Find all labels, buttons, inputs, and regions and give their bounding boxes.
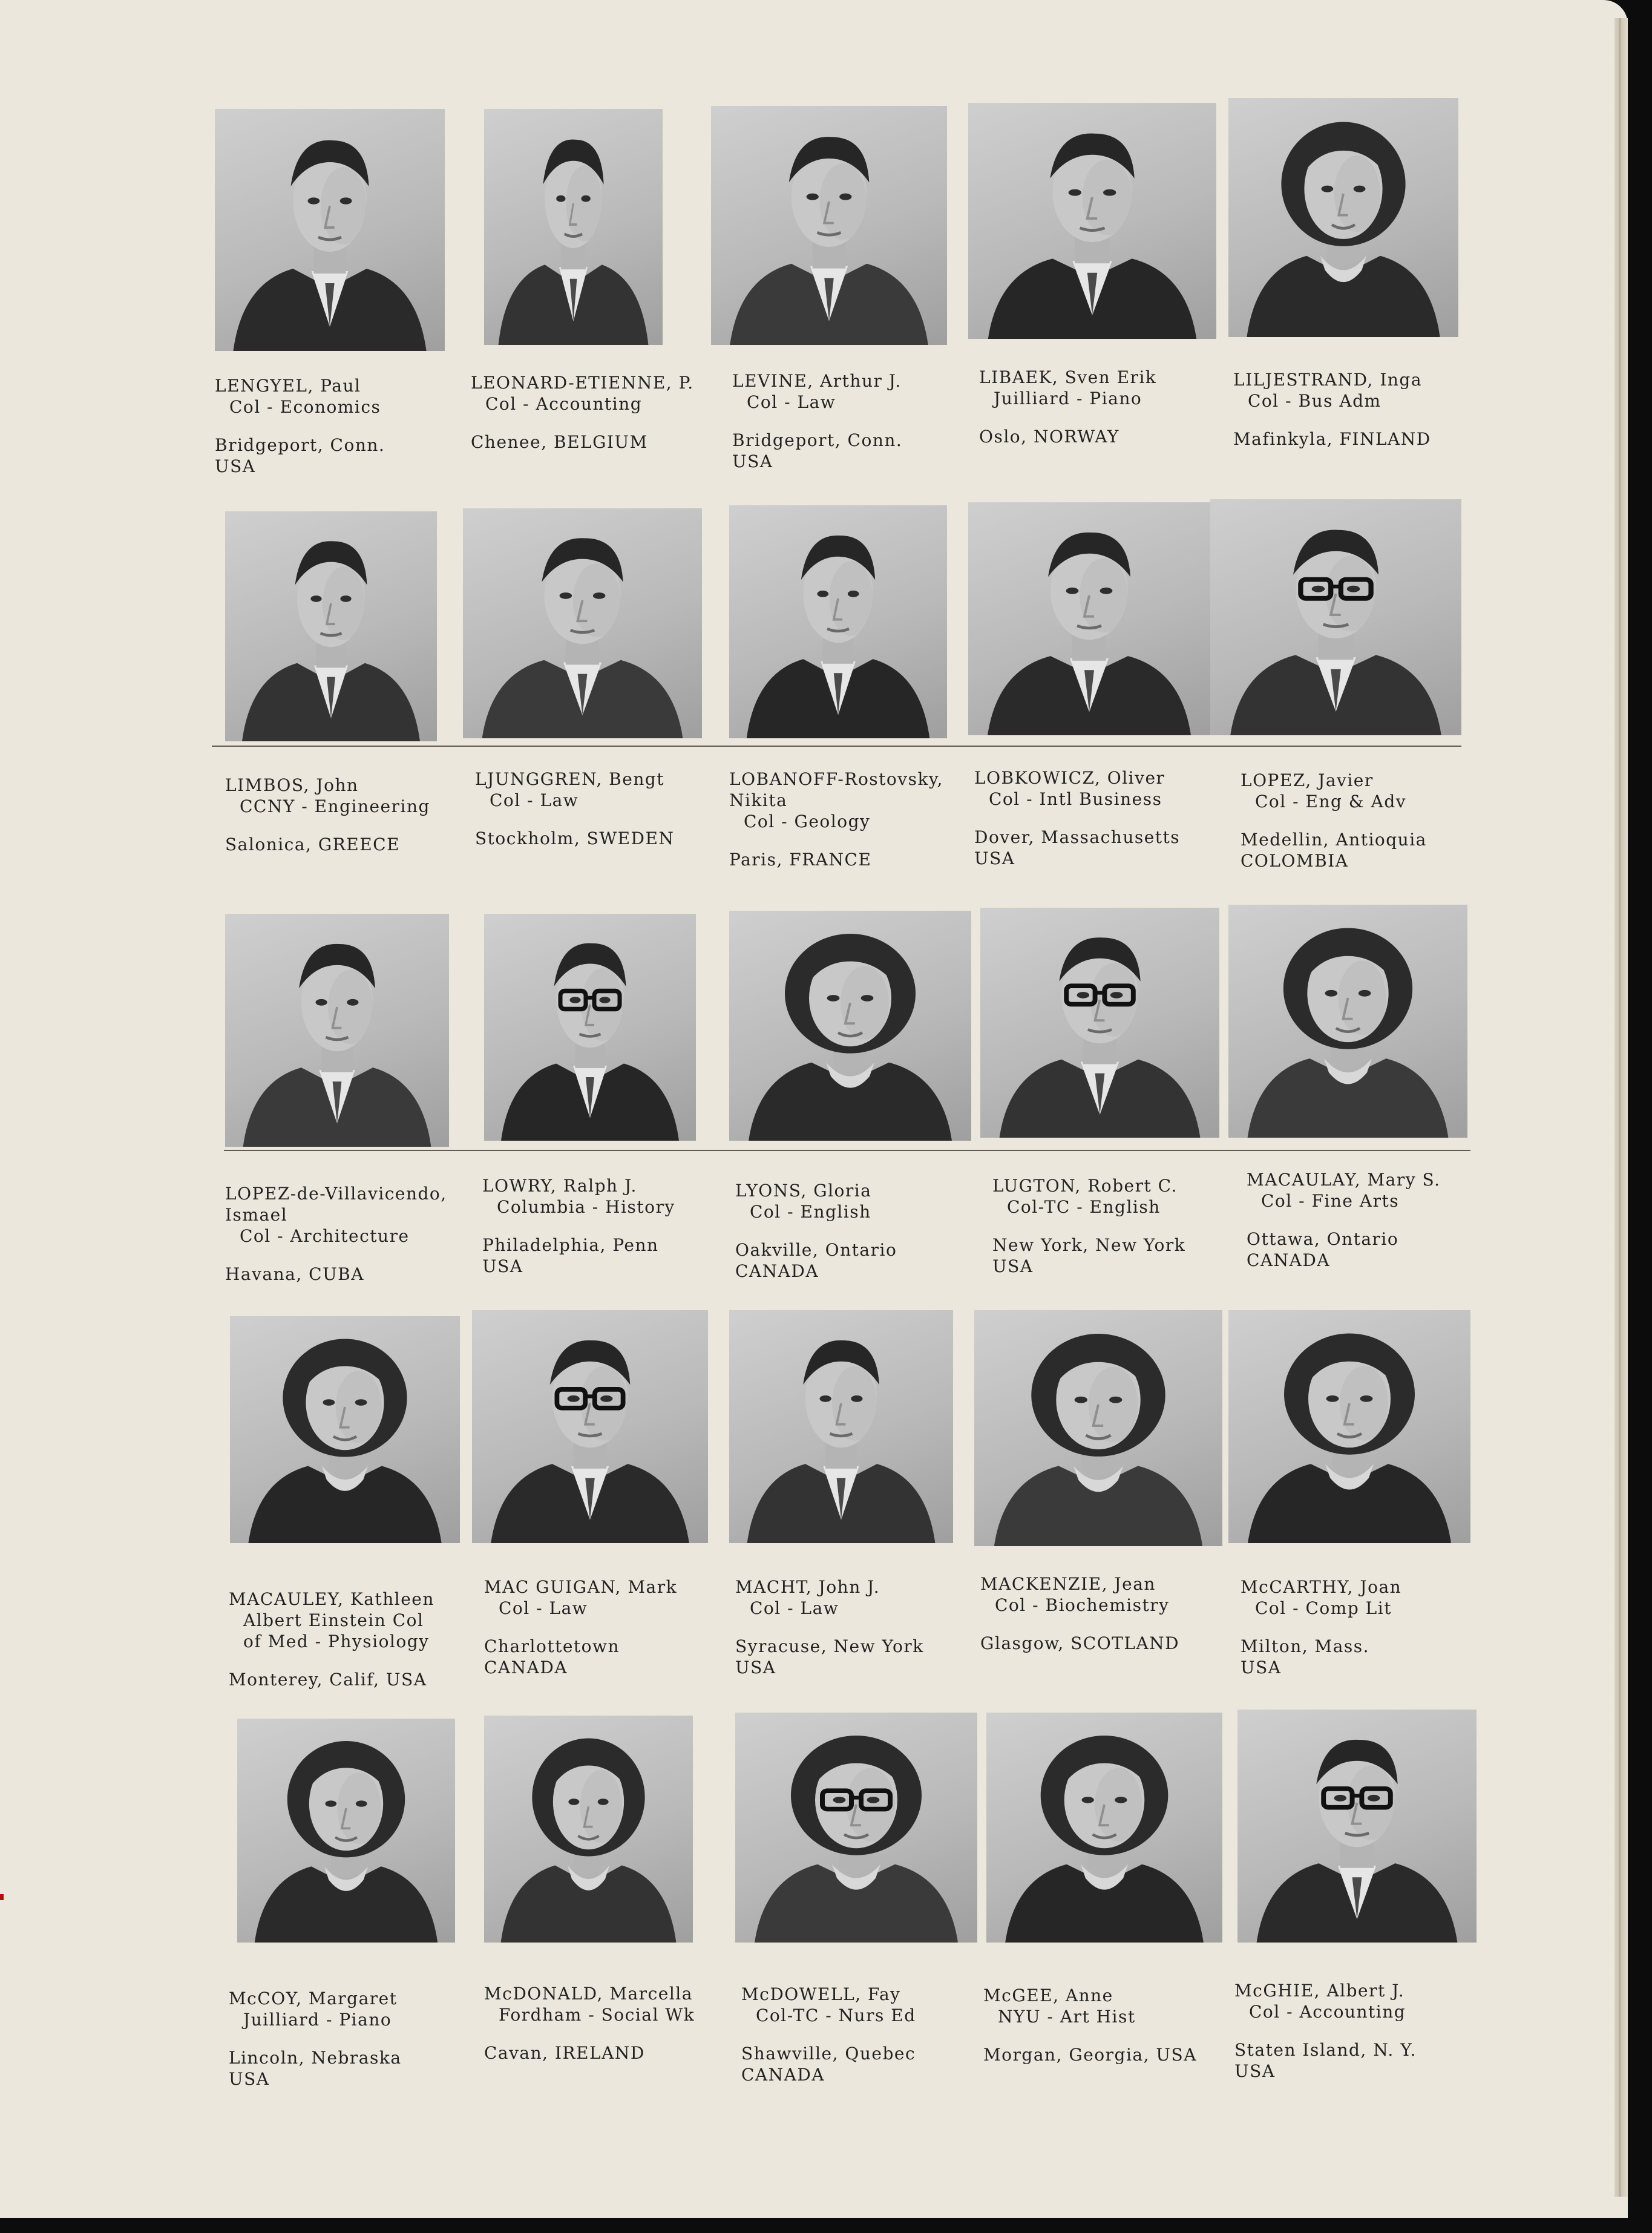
student-card xyxy=(979,367,1233,447)
student-photo xyxy=(1210,499,1461,735)
page-edge xyxy=(1614,18,1628,2197)
student-card xyxy=(729,769,983,870)
student-name: McGHIE, Albert J. xyxy=(1234,1981,1405,2001)
student-card xyxy=(484,1576,738,1678)
student-card xyxy=(475,769,729,849)
student-name: McCARTHY, Joan xyxy=(1241,1577,1402,1597)
student-name: MACHT, John J. xyxy=(735,1577,880,1597)
student-name: LOPEZ-de-Villavicendo, xyxy=(225,1184,447,1204)
student-program: Col - Geology xyxy=(744,812,871,831)
student-hometown: Salonica, GREECE xyxy=(225,835,401,854)
student-program: Col - Biochemistry xyxy=(995,1595,1170,1615)
student-card xyxy=(225,1183,479,1285)
student-card xyxy=(1241,770,1495,871)
student-name: MACKENZIE, Jean xyxy=(980,1574,1156,1594)
student-hometown: COLOMBIA xyxy=(1241,851,1349,871)
student-hometown: Mafinkyla, FINLAND xyxy=(1233,429,1431,449)
student-name-cont: Ismael xyxy=(225,1205,288,1225)
student-photo xyxy=(729,505,947,738)
student-hometown: Cavan, IRELAND xyxy=(484,2043,645,2063)
student-card xyxy=(992,1175,1247,1277)
student-photo xyxy=(463,508,702,738)
student-program: Juilliard - Piano xyxy=(243,2010,392,2030)
student-photo xyxy=(729,911,971,1141)
student-name: LILJESTRAND, Inga xyxy=(1233,370,1423,390)
student-photo xyxy=(484,914,696,1141)
student-hometown: Oslo, NORWAY xyxy=(979,427,1119,447)
student-name: LJUNGGREN, Bengt xyxy=(475,769,665,789)
student-photo xyxy=(225,511,437,741)
student-program: Col - Bus Adm xyxy=(1248,391,1382,411)
student-name: LYONS, Gloria xyxy=(735,1181,872,1201)
student-program: Juilliard - Piano xyxy=(994,389,1142,408)
student-name: LEVINE, Arthur J. xyxy=(732,371,902,391)
student-photo xyxy=(484,109,663,345)
student-card xyxy=(974,767,1228,869)
student-hometown: Staten Island, N. Y. xyxy=(1234,2040,1417,2060)
student-hometown: Medellin, Antioquia xyxy=(1241,830,1427,850)
student-program: Col - Law xyxy=(750,1598,839,1618)
student-photo xyxy=(472,1310,708,1543)
student-hometown: USA xyxy=(482,1256,523,1276)
student-hometown: USA xyxy=(1234,2061,1276,2081)
student-hometown: CANADA xyxy=(484,1658,568,1677)
student-hometown: Havana, CUBA xyxy=(225,1264,364,1284)
student-card xyxy=(732,370,986,472)
student-name: MACAULEY, Kathleen xyxy=(229,1589,434,1609)
student-photo xyxy=(980,908,1219,1138)
student-hometown: Bridgeport, Conn. xyxy=(732,430,903,450)
student-card xyxy=(735,1576,989,1678)
student-program: Col - Eng & Adv xyxy=(1255,792,1407,812)
student-program: Col - Accounting xyxy=(485,394,643,414)
student-photo xyxy=(735,1713,977,1943)
student-card xyxy=(1234,1980,1489,2082)
student-hometown: Bridgeport, Conn. xyxy=(215,435,385,455)
student-card xyxy=(484,1983,738,2064)
student-photo xyxy=(230,1316,460,1543)
student-hometown: Paris, FRANCE xyxy=(729,850,872,870)
student-photo xyxy=(1228,1310,1470,1543)
student-name: McCOY, Margaret xyxy=(229,1989,398,2008)
student-program: CCNY - Engineering xyxy=(240,796,430,816)
student-hometown: Ottawa, Ontario xyxy=(1247,1229,1399,1249)
student-card xyxy=(983,1985,1237,2065)
student-photo xyxy=(215,109,445,351)
student-program: Albert Einstein Col xyxy=(243,1610,424,1630)
student-program: of Med - Physiology xyxy=(243,1631,430,1651)
student-hometown: CANADA xyxy=(741,2065,825,2085)
student-photo xyxy=(1228,905,1467,1138)
student-program: Col - Law xyxy=(747,392,836,412)
student-card xyxy=(1241,1576,1495,1678)
student-card xyxy=(229,1988,483,2090)
student-program: Columbia - History xyxy=(497,1197,675,1217)
student-hometown: CANADA xyxy=(735,1261,819,1281)
student-hometown: Dover, Massachusetts xyxy=(974,827,1181,847)
student-program: Col - Accounting xyxy=(1249,2002,1406,2022)
student-card xyxy=(225,775,479,855)
student-card xyxy=(471,372,725,453)
student-name: LUGTON, Robert C. xyxy=(992,1176,1178,1196)
divider xyxy=(224,1150,1470,1151)
student-hometown: Milton, Mass. xyxy=(1241,1636,1370,1656)
student-program: Fordham - Social Wk xyxy=(499,2005,695,2025)
student-name: MAC GUIGAN, Mark xyxy=(484,1577,678,1597)
student-hometown: Philadelphia, Penn xyxy=(482,1235,659,1255)
student-card xyxy=(482,1175,736,1277)
student-hometown: Lincoln, Nebraska xyxy=(229,2048,402,2068)
student-name: LIMBOS, John xyxy=(225,775,359,795)
student-card xyxy=(1247,1169,1501,1271)
student-hometown: CANADA xyxy=(1247,1250,1331,1270)
student-card xyxy=(1233,369,1487,450)
student-card xyxy=(735,1180,989,1282)
student-photo xyxy=(1237,1710,1477,1943)
student-name: MACAULAY, Mary S. xyxy=(1247,1170,1441,1190)
student-program: Col - Law xyxy=(490,790,579,810)
student-hometown: USA xyxy=(732,451,773,471)
student-card xyxy=(215,375,469,477)
student-program: Col - English xyxy=(750,1202,871,1222)
student-name: LOWRY, Ralph J. xyxy=(482,1176,637,1196)
student-photo xyxy=(1228,98,1458,337)
student-program: Col-TC - English xyxy=(1007,1197,1161,1217)
student-hometown: Glasgow, SCOTLAND xyxy=(980,1633,1180,1653)
student-name: McDONALD, Marcella xyxy=(484,1984,693,2004)
student-hometown: USA xyxy=(215,456,256,476)
student-program: Col - Intl Business xyxy=(989,789,1162,809)
student-name: LOBANOFF-Rostovsky, xyxy=(729,769,943,789)
student-hometown: Monterey, Calif, USA xyxy=(229,1670,427,1690)
student-program: Col - Architecture xyxy=(240,1226,410,1246)
student-program: Col-TC - Nurs Ed xyxy=(756,2005,916,2025)
scan-mark xyxy=(0,1894,4,1900)
student-hometown: USA xyxy=(735,1658,776,1677)
student-hometown: USA xyxy=(974,848,1015,868)
student-program: Col - Law xyxy=(499,1598,588,1618)
student-hometown: Shawville, Quebec xyxy=(741,2044,916,2064)
student-hometown: Stockholm, SWEDEN xyxy=(475,828,675,848)
student-program: Col - Comp Lit xyxy=(1255,1598,1392,1618)
student-photo xyxy=(968,502,1210,735)
student-hometown: USA xyxy=(1241,1658,1282,1677)
student-hometown: USA xyxy=(229,2069,270,2089)
divider xyxy=(212,746,1461,747)
student-name: McGEE, Anne xyxy=(983,1985,1113,2005)
student-hometown: Oakville, Ontario xyxy=(735,1240,897,1260)
student-hometown: Syracuse, New York xyxy=(735,1636,924,1656)
student-name-cont: Nikita xyxy=(729,790,788,810)
student-name: LEONARD-ETIENNE, P. xyxy=(471,373,694,393)
student-name: LOBKOWICZ, Oliver xyxy=(974,768,1165,788)
student-hometown: New York, New York xyxy=(992,1235,1186,1255)
student-name: LIBAEK, Sven Erik xyxy=(979,367,1157,387)
student-hometown: Morgan, Georgia, USA xyxy=(983,2045,1197,2065)
student-card xyxy=(980,1573,1234,1654)
student-hometown: Charlottetown xyxy=(484,1636,620,1656)
student-program: NYU - Art Hist xyxy=(998,2007,1136,2027)
student-photo xyxy=(237,1719,455,1943)
student-photo xyxy=(711,106,947,345)
student-photo xyxy=(729,1310,953,1543)
student-name: McDOWELL, Fay xyxy=(741,1984,901,2004)
student-card xyxy=(741,1984,995,2085)
student-photo xyxy=(974,1310,1222,1546)
student-name: LENGYEL, Paul xyxy=(215,376,361,396)
student-program: Col - Fine Arts xyxy=(1261,1191,1400,1211)
student-card xyxy=(229,1589,483,1690)
student-photo xyxy=(225,914,449,1147)
student-name: LOPEZ, Javier xyxy=(1241,770,1374,790)
student-hometown: Chenee, BELGIUM xyxy=(471,432,648,452)
student-photo xyxy=(968,103,1216,339)
student-photo xyxy=(484,1716,693,1943)
student-program: Col - Economics xyxy=(229,397,381,417)
student-photo xyxy=(986,1713,1222,1943)
student-hometown: USA xyxy=(992,1256,1034,1276)
